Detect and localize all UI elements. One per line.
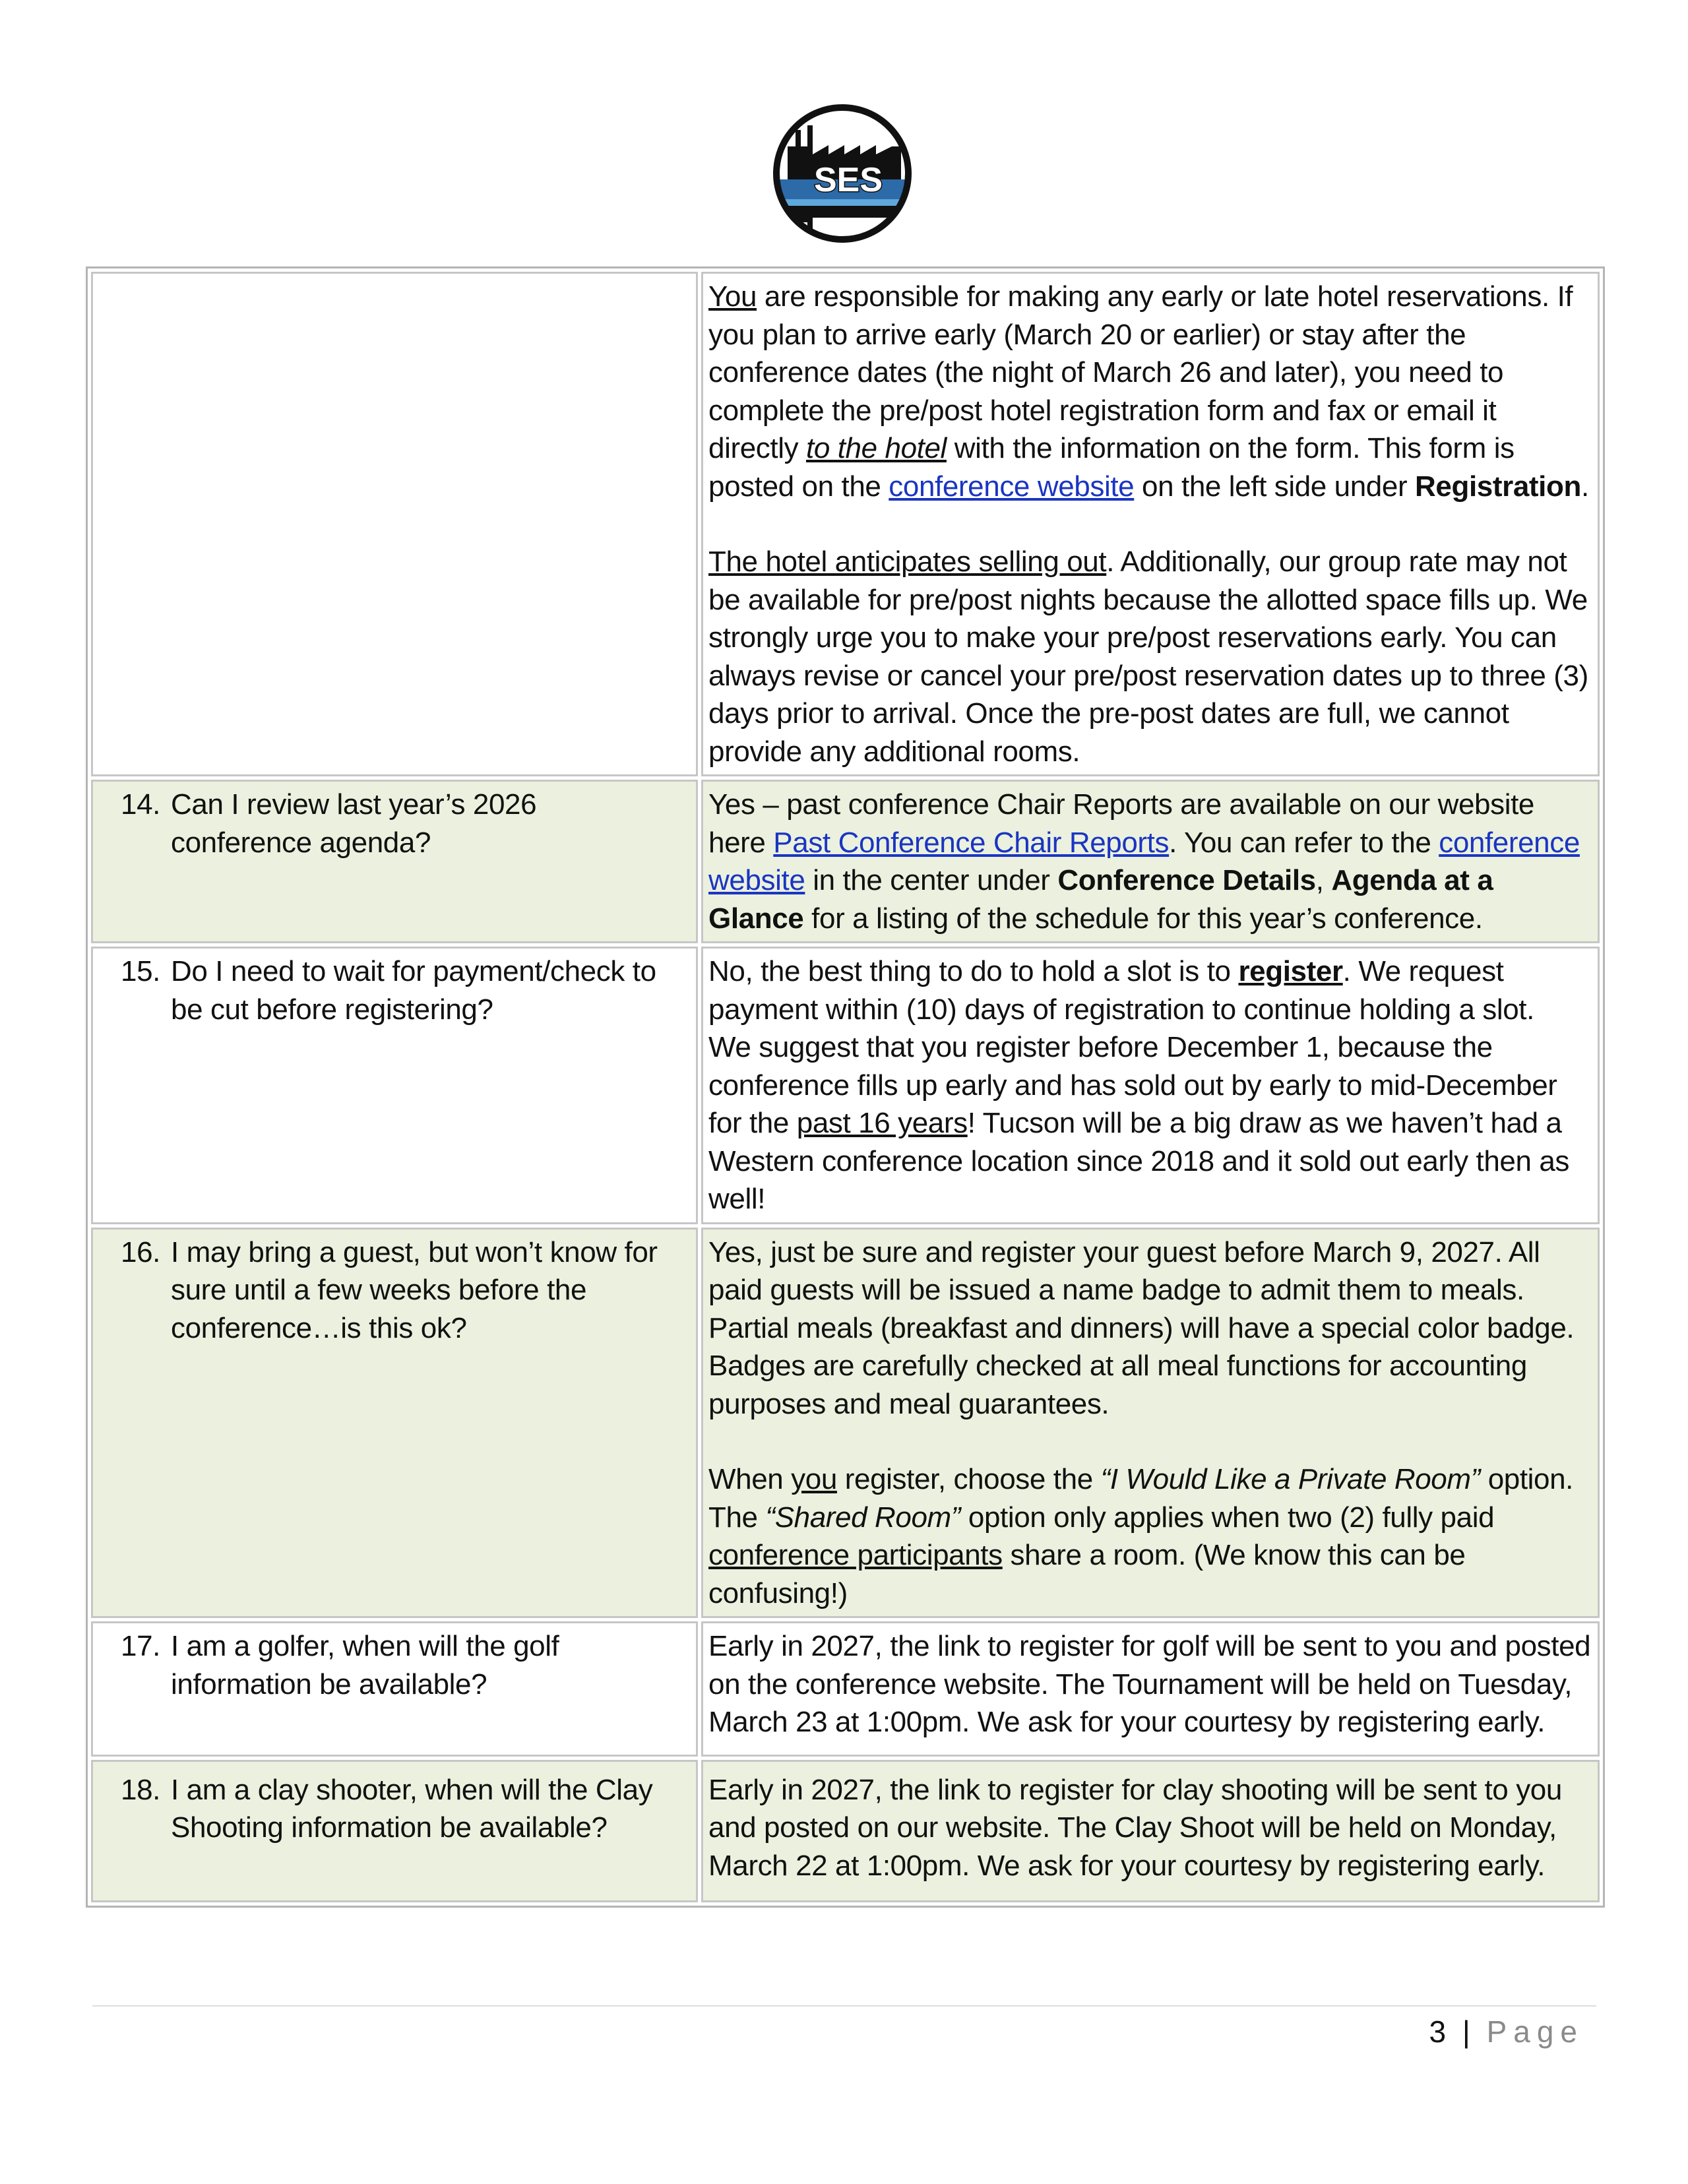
footer-divider: [92, 2005, 1596, 2007]
table-row: [91, 947, 1600, 1224]
table-row: [91, 1228, 1600, 1619]
answer-paragraph: You are responsible for making any early or late hotel reservations. If you plan to arrive early (March 20 or earlier) or stay after the conference dates (the night of March 26 and later), you need to complete the pre/post hotel registration form and fax or email it directly to the hotel with the information on the form. This form is posted on the conference website on the left side under Registration.: [708, 280, 1589, 503]
question-cell: [91, 1621, 698, 1757]
answer-paragraph: No, the best thing to do to hold a slot is to register. We request payment within (10) days of registration to continue holding a slot.: [708, 955, 1534, 1026]
page-number: 3: [1429, 2014, 1451, 2049]
answer-cell: [701, 1760, 1600, 1903]
answer-paragraph: Early in 2027, the link to register for clay shooting will be sent to you and posted on our website. The Clay Shoot will be held on Monday, March 22 at 1:00pm. We ask for your courtesy by registering early.: [708, 1773, 1562, 1882]
table-row: [91, 1760, 1600, 1903]
question-number: 17.: [121, 1630, 160, 1662]
question-text: I may bring a guest, but won’t know for sure until a few weeks before the conference…is this ok?: [171, 1235, 658, 1344]
question-cell-empty: [91, 272, 698, 776]
answer-paragraph: When you register, choose the “I Would Like a Private Room” option. The “Shared Room” option only applies when two (2) fully paid conference participants share a room. (We know this can be confusing!): [708, 1463, 1574, 1609]
conference-website-link[interactable]: conference website: [708, 826, 1580, 896]
question-text: I am a clay shooter, when will the Clay Shooting information be available?: [171, 1773, 653, 1844]
answer-cell: [701, 1621, 1600, 1757]
answer-cell: [701, 272, 1600, 776]
question-cell: [91, 947, 698, 1224]
question-number: 18.: [121, 1773, 160, 1806]
past-chair-reports-link[interactable]: Past Conference Chair Reports: [773, 826, 1170, 859]
question-number: 16.: [121, 1235, 160, 1268]
question-text: Do I need to wait for payment/check to be cut before registering?: [171, 955, 656, 1026]
question-text: I am a golfer, when will the golf information be available?: [171, 1630, 559, 1700]
register-emphasis: register: [1238, 955, 1343, 987]
table-row: [91, 272, 1600, 776]
ses-logo-graphic: [769, 100, 916, 247]
table-row: [91, 780, 1600, 943]
answer-paragraph: Yes, just be sure and register your guest before March 9, 2027. All paid guests will be issued a name badge to admit them to meals. Partial meals (breakfast and dinners) will have a special color badge. Badges are carefully checked at all meal functions for accounting purposes and meal guarantees.: [708, 1235, 1575, 1420]
answer-paragraph: Early in 2027, the link to register for golf will be sent to you and posted on the conference website. The Tournament will be held on Tuesday, March 23 at 1:00pm. We ask for your courtesy by registering early.: [708, 1630, 1591, 1738]
question-number: 14.: [121, 788, 160, 821]
question-number: 15.: [121, 955, 160, 987]
page-label: Page: [1486, 2014, 1584, 2049]
question-cell: [91, 1760, 698, 1903]
logo-text: SES: [813, 161, 883, 199]
page-footer: [1429, 2014, 1584, 2049]
ses-logo: [769, 100, 916, 247]
conference-website-link[interactable]: conference website: [889, 470, 1135, 503]
question-cell: [91, 780, 698, 943]
answer-cell: [701, 780, 1600, 943]
footer-separator: |: [1462, 2014, 1474, 2049]
question-cell: [91, 1228, 698, 1619]
answer-cell: [701, 947, 1600, 1224]
answer-paragraph: Yes – past conference Chair Reports are available on our website here Past Conference Chair Reports. You can refer to the conference website in the center under Conference Details, Agenda at a Glance for a listing of the schedule for this year’s conference.: [708, 788, 1580, 935]
answer-paragraph: The hotel anticipates selling out. Additionally, our group rate may not be available for pre/post nights because the allotted space fills up. We strongly urge you to make your pre/post reservations early. You can always revise or cancel your pre/post reservation dates up to three (3) days prior to arrival. Once the pre-post dates are full, we cannot provide any additional rooms.: [708, 546, 1588, 768]
faq-table: [86, 266, 1605, 1908]
answer-paragraph: We suggest that you register before December 1, because the conference fills up early and has sold out by early to mid-December for the past 16 years! Tucson will be a big draw as we haven’t had a Western conference location since 2018 and it sold out early then as well!: [708, 1031, 1570, 1215]
table-row: [91, 1621, 1600, 1757]
answer-cell: [701, 1228, 1600, 1619]
question-text: Can I review last year’s 2026 conference agenda?: [171, 788, 537, 859]
